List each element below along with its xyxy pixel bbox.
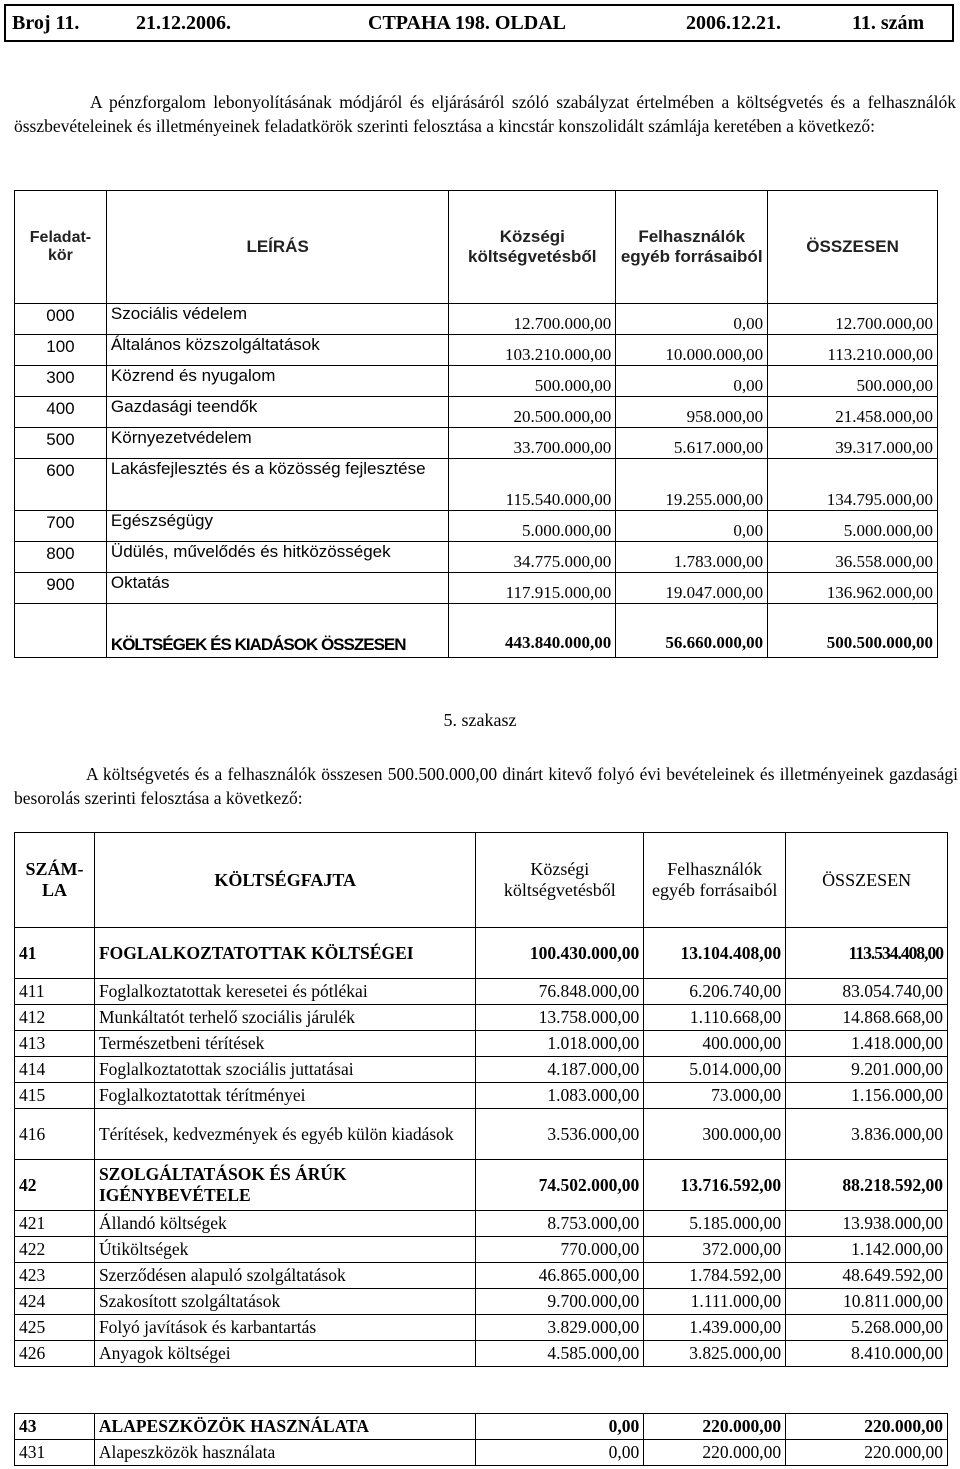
row-total: 1.142.000,00 — [786, 1237, 948, 1263]
header-total: ÖSSZESEN — [786, 833, 948, 928]
row-total: 88.218.592,00 — [786, 1160, 948, 1211]
row-description: Útiköltségek — [94, 1237, 475, 1263]
row-total: 36.558.000,00 — [768, 542, 938, 573]
row-account: 412 — [15, 1005, 95, 1031]
row-other: 220.000,00 — [644, 1414, 786, 1440]
section-paragraph — [14, 762, 958, 810]
row-account: 431 — [15, 1440, 95, 1466]
row-other: 1.111.000,00 — [644, 1289, 786, 1315]
row-total: 5.000.000,00 — [768, 511, 938, 542]
table-row — [15, 979, 948, 1005]
total-other: 56.660.000,00 — [616, 604, 768, 658]
total-description: KÖLTSÉGEK ÉS KIADÁSOK ÖSSZESEN — [106, 604, 448, 658]
row-total: 10.811.000,00 — [786, 1289, 948, 1315]
row-total: 83.054.740,00 — [786, 979, 948, 1005]
row-other: 5.617.000,00 — [616, 428, 768, 459]
row-other: 13.716.592,00 — [644, 1160, 786, 1211]
section-title: 5. szakasz — [443, 710, 517, 730]
function-table — [14, 190, 938, 658]
row-description: Környezetvédelem — [106, 428, 448, 459]
table-row — [15, 1005, 948, 1031]
table-row — [15, 1160, 948, 1211]
table-row — [15, 1031, 948, 1057]
row-budget: 20.500.000,00 — [449, 397, 616, 428]
row-budget: 500.000,00 — [449, 366, 616, 397]
row-other: 13.104.408,00 — [644, 928, 786, 979]
row-account: 414 — [15, 1057, 95, 1083]
fixed-assets-table — [14, 1413, 948, 1466]
row-code: 400 — [15, 397, 107, 428]
row-description: FOGLALKOZTATOTTAK KÖLTSÉGEI — [94, 928, 475, 979]
row-account: 411 — [15, 979, 95, 1005]
row-budget: 117.915.000,00 — [449, 573, 616, 604]
row-total: 9.201.000,00 — [786, 1057, 948, 1083]
row-total: 48.649.592,00 — [786, 1263, 948, 1289]
row-other: 6.206.740,00 — [644, 979, 786, 1005]
row-description: Szerződésen alapuló szolgáltatások — [94, 1263, 475, 1289]
header-budget: Községi költségvetésből — [476, 833, 644, 928]
header-other-sources: Felhasználók egyéb forrásaiból — [644, 833, 786, 928]
table-row — [15, 1315, 948, 1341]
row-other: 1.784.592,00 — [644, 1263, 786, 1289]
row-budget: 33.700.000,00 — [449, 428, 616, 459]
row-description: Alapeszközök használata — [94, 1440, 476, 1466]
row-total: 1.156.000,00 — [786, 1083, 948, 1109]
row-budget: 115.540.000,00 — [449, 459, 616, 511]
table-row — [15, 1109, 948, 1160]
row-other: 19.047.000,00 — [616, 573, 768, 604]
table-row — [15, 428, 938, 459]
row-description: Közrend és nyugalom — [106, 366, 448, 397]
row-other: 0,00 — [616, 511, 768, 542]
row-total: 3.836.000,00 — [786, 1109, 948, 1160]
row-total: 14.868.668,00 — [786, 1005, 948, 1031]
table-row — [15, 1414, 948, 1440]
row-account: 413 — [15, 1031, 95, 1057]
total-row — [15, 604, 938, 658]
table-row — [15, 573, 938, 604]
total-budget: 443.840.000,00 — [449, 604, 616, 658]
row-other: 372.000,00 — [644, 1237, 786, 1263]
table-row — [15, 511, 938, 542]
issue-number: Broj 11. — [12, 11, 80, 34]
table-row — [15, 366, 938, 397]
row-code: 000 — [15, 304, 107, 335]
row-code: 600 — [15, 459, 107, 511]
header-account: SZÁM-LA — [15, 833, 95, 928]
row-description: Munkáltatót terhelő szociális járulék — [94, 1005, 475, 1031]
row-budget: 100.430.000,00 — [476, 928, 644, 979]
economic-table — [14, 832, 948, 1367]
row-other: 0,00 — [616, 366, 768, 397]
row-budget: 76.848.000,00 — [476, 979, 644, 1005]
row-other: 1.783.000,00 — [616, 542, 768, 573]
issue-number-right: 11. szám — [852, 11, 925, 34]
header-cost-type: KÖLTSÉGFAJTA — [94, 833, 475, 928]
row-budget: 770.000,00 — [476, 1237, 644, 1263]
row-code: 800 — [15, 542, 107, 573]
row-account: 426 — [15, 1341, 95, 1367]
table-row — [15, 335, 938, 366]
row-other: 5.185.000,00 — [644, 1211, 786, 1237]
row-other: 958.000,00 — [616, 397, 768, 428]
intro-paragraph — [14, 90, 956, 138]
row-description: Természetbeni térítések — [94, 1031, 475, 1057]
row-code: 900 — [15, 573, 107, 604]
table-row — [15, 1440, 948, 1466]
row-account: 421 — [15, 1211, 95, 1237]
row-total: 8.410.000,00 — [786, 1341, 948, 1367]
row-other: 400.000,00 — [644, 1031, 786, 1057]
table-row — [15, 397, 938, 428]
row-account: 424 — [15, 1289, 95, 1315]
row-budget: 103.210.000,00 — [449, 335, 616, 366]
row-budget: 3.829.000,00 — [476, 1315, 644, 1341]
page-reference: CTPAHA 198. OLDAL — [368, 11, 566, 34]
row-budget: 46.865.000,00 — [476, 1263, 644, 1289]
row-other: 1.439.000,00 — [644, 1315, 786, 1341]
table-row — [15, 928, 948, 979]
row-budget: 9.700.000,00 — [476, 1289, 644, 1315]
row-total: 220.000,00 — [786, 1440, 948, 1466]
row-budget: 1.018.000,00 — [476, 1031, 644, 1057]
row-other: 1.110.668,00 — [644, 1005, 786, 1031]
row-budget: 3.536.000,00 — [476, 1109, 644, 1160]
row-total: 13.938.000,00 — [786, 1211, 948, 1237]
row-budget: 0,00 — [476, 1440, 644, 1466]
row-total: 136.962.000,00 — [768, 573, 938, 604]
row-other: 5.014.000,00 — [644, 1057, 786, 1083]
table-row — [15, 1289, 948, 1315]
table-row — [15, 304, 938, 335]
page-header — [4, 4, 954, 42]
row-description: Oktatás — [106, 573, 448, 604]
row-budget: 4.585.000,00 — [476, 1341, 644, 1367]
row-other: 220.000,00 — [644, 1440, 786, 1466]
row-code: 100 — [15, 335, 107, 366]
header-total: ÖSSZESEN — [768, 191, 938, 304]
row-description: Anyagok költségei — [94, 1341, 475, 1367]
header-description: LEÍRÁS — [106, 191, 448, 304]
row-description: Foglalkoztatottak szociális juttatásai — [94, 1057, 475, 1083]
row-budget: 0,00 — [476, 1414, 644, 1440]
row-description: Gazdasági teendők — [106, 397, 448, 428]
row-budget: 5.000.000,00 — [449, 511, 616, 542]
row-budget: 4.187.000,00 — [476, 1057, 644, 1083]
row-total: 21.458.000,00 — [768, 397, 938, 428]
row-total: 1.418.000,00 — [786, 1031, 948, 1057]
table-row — [15, 542, 938, 573]
row-code: 300 — [15, 366, 107, 397]
row-description: ALAPESZKÖZÖK HASZNÁLATA — [94, 1414, 476, 1440]
row-budget: 12.700.000,00 — [449, 304, 616, 335]
row-total: 134.795.000,00 — [768, 459, 938, 511]
row-description: Foglalkoztatottak térítményei — [94, 1083, 475, 1109]
row-total: 39.317.000,00 — [768, 428, 938, 459]
row-account: 416 — [15, 1109, 95, 1160]
row-description: Állandó költségek — [94, 1211, 475, 1237]
row-total: 500.000,00 — [768, 366, 938, 397]
table-row — [15, 1237, 948, 1263]
row-description: Térítések, kedvezmények és egyéb külön kiadások — [94, 1109, 475, 1160]
row-budget: 1.083.000,00 — [476, 1083, 644, 1109]
date-left: 21.12.2006. — [136, 11, 231, 34]
row-total: 220.000,00 — [786, 1414, 948, 1440]
row-account: 423 — [15, 1263, 95, 1289]
row-other: 73.000,00 — [644, 1083, 786, 1109]
row-budget: 8.753.000,00 — [476, 1211, 644, 1237]
row-description: Általános közszolgáltatások — [106, 335, 448, 366]
date-right: 2006.12.21. — [686, 11, 781, 34]
row-other: 10.000.000,00 — [616, 335, 768, 366]
table-row — [15, 1341, 948, 1367]
table-row — [15, 459, 938, 511]
row-description: Szakosított szolgáltatások — [94, 1289, 475, 1315]
intro-text: A pénzforgalom lebonyolításának módjáról és eljárásáról szóló szabályzat értelmében a költségvetés és a felhasználók összbevételeinek és illetményeinek feladatkörök szerinti felosztása a kincstár konszolidált számlája keretében a következő: — [14, 92, 956, 136]
row-description: Üdülés, művelődés és hitközösségek — [106, 542, 448, 573]
total-code-cell — [15, 604, 107, 658]
row-total: 5.268.000,00 — [786, 1315, 948, 1341]
row-total: 113.534.408,00 — [786, 928, 948, 979]
row-budget: 74.502.000,00 — [476, 1160, 644, 1211]
row-description: Lakásfejlesztés és a közösség fejlesztése — [106, 459, 448, 511]
row-code: 700 — [15, 511, 107, 542]
row-account: 43 — [15, 1414, 95, 1440]
row-other: 19.255.000,00 — [616, 459, 768, 511]
row-budget: 13.758.000,00 — [476, 1005, 644, 1031]
row-code: 500 — [15, 428, 107, 459]
header-budget: Községi költségvetésből — [449, 191, 616, 304]
table-row — [15, 1211, 948, 1237]
row-other: 3.825.000,00 — [644, 1341, 786, 1367]
row-account: 415 — [15, 1083, 95, 1109]
section-text: A költségvetés és a felhasználók összesen 500.500.000,00 dinárt kitevő folyó évi bevételeinek és illetményeinek gazdasági besorolás szerinti felosztása a következő: — [14, 764, 958, 808]
row-description: SZOLGÁLTATÁSOK ÉS ÁRÚK IGÉNYBEVÉTELE — [94, 1160, 475, 1211]
header-other-sources: Felhasználók egyéb forrásaiból — [616, 191, 768, 304]
row-account: 422 — [15, 1237, 95, 1263]
header-code: Feladat-kör — [15, 191, 107, 304]
row-account: 41 — [15, 928, 95, 979]
row-other: 0,00 — [616, 304, 768, 335]
row-description: Egészségügy — [106, 511, 448, 542]
row-description: Folyó javítások és karbantartás — [94, 1315, 475, 1341]
table-row — [15, 1263, 948, 1289]
total-total: 500.500.000,00 — [768, 604, 938, 658]
table-header-row — [15, 833, 948, 928]
row-other: 300.000,00 — [644, 1109, 786, 1160]
table-header-row — [15, 191, 938, 304]
row-description: Szociális védelem — [106, 304, 448, 335]
row-description: Foglalkoztatottak keresetei és pótlékai — [94, 979, 475, 1005]
table-row — [15, 1083, 948, 1109]
table-row — [15, 1057, 948, 1083]
row-budget: 34.775.000,00 — [449, 542, 616, 573]
row-total: 113.210.000,00 — [768, 335, 938, 366]
row-account: 425 — [15, 1315, 95, 1341]
row-total: 12.700.000,00 — [768, 304, 938, 335]
row-account: 42 — [15, 1160, 95, 1211]
